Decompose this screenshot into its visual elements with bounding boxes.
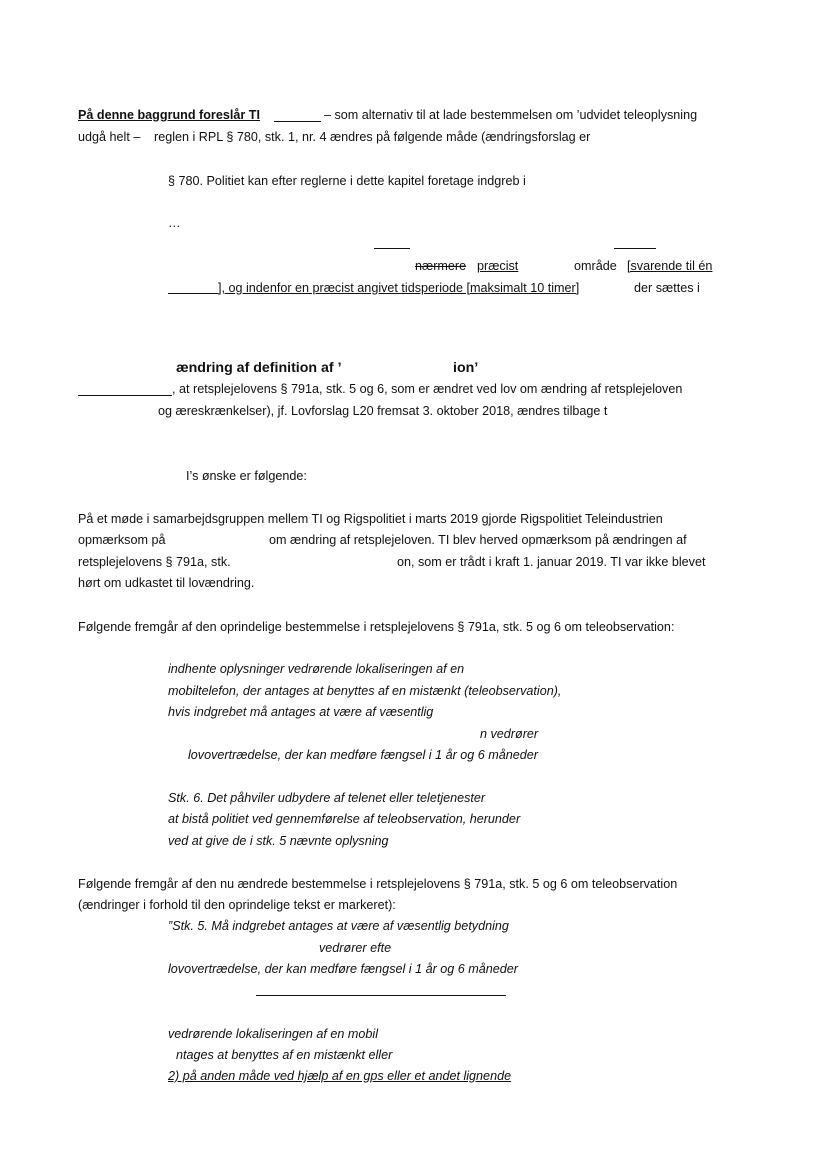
quote1-line-2: mobiltelefon, der antages at benyttes af en mistænkt (teleobservation), bbox=[168, 684, 562, 698]
para4: Følgende fremgår af den oprindelige bestemmelse i retsplejelovens § 791a, stk. 5 og 6 om teleobservation: bbox=[78, 620, 675, 634]
proposal-line-1-rest: – som alternativ til at lade bestemmelsen om ’udvidet teleoplysning bbox=[324, 108, 698, 122]
para2-line-2: og æreskrænkelser), jf. Lovforslag L20 fremsat 3. oktober 2018, ændres tilbage t bbox=[158, 404, 608, 418]
quote3-line-3: lovovertrædelse, der kan medføre fængsel i 1 år og 6 måneder bbox=[168, 962, 518, 976]
quote3-line-2: vedrører efte bbox=[319, 941, 392, 955]
quote2-line-3: ved at give de i stk. 5 nævnte oplysning bbox=[168, 834, 389, 848]
amend-bracket: [svarende til én bbox=[627, 259, 713, 273]
para3-line-2b: om ændring af retsplejeloven. TI blev herved opmærksom på ændringen af bbox=[269, 533, 687, 547]
proposal-line-2a: udgå helt – bbox=[78, 130, 141, 144]
proposal-lead: På denne baggrund foreslår TI bbox=[78, 108, 260, 122]
quote1-line-4: n vedrører bbox=[480, 727, 539, 741]
quote1-line-1: indhente oplysninger vedrørende lokaliseringen af en bbox=[168, 662, 465, 676]
amend-area: område bbox=[574, 259, 617, 273]
quote2-line-1: Stk. 6. Det påhviler udbydere af telenet eller teletjenester bbox=[168, 791, 486, 805]
amend-strike: nærmere bbox=[415, 259, 467, 273]
para3-line-3a: retsplejelovens § 791a, stk. bbox=[78, 555, 231, 569]
quote4-line-3: 2) på anden måde ved hjælp af en gps eller et andet lignende bbox=[168, 1069, 512, 1083]
blank-rule bbox=[168, 293, 218, 294]
quote1-line-5: lovovertrædelse, der kan medføre fængsel i 1 år og 6 måneder bbox=[188, 748, 538, 762]
quote4-line-2: ntages at benyttes af en mistænkt eller bbox=[176, 1048, 393, 1062]
para3-line-1: På et møde i samarbejdsgruppen mellem TI og Rigspolitiet i marts 2019 gjorde Rigspolitiet Teleindustrien bbox=[78, 512, 663, 526]
para5-line-1: Følgende fremgår af den nu ændrede bestemmelse i retsplejelovens § 791a, stk. 5 og 6 om teleobservation bbox=[78, 877, 678, 891]
para3-line-3b: on, som er trådt i kraft 1. januar 2019. TI var ikke blevet bbox=[397, 555, 706, 569]
para2-line-1: , at retsplejelovens § 791a, stk. 5 og 6, som er ændret ved lov om ændring af retsplejeloven bbox=[172, 382, 683, 396]
blank-rule bbox=[274, 121, 321, 122]
para3-line-4: hørt om udkastet til lovændring. bbox=[78, 576, 255, 590]
separator-rule bbox=[256, 995, 506, 996]
quote3-line-1: ”Stk. 5. Må indgrebet antages at være af væsentlig betydning bbox=[168, 919, 509, 933]
proposal-line-2b: reglen i RPL § 780, stk. 1, nr. 4 ændres på følgende måde (ændringsforslag er bbox=[154, 130, 591, 144]
amend-line-2-rest: der sættes i bbox=[634, 281, 700, 295]
quote1-line-3: hvis indgrebet må antages at være af væsentlig bbox=[168, 705, 434, 719]
quote2-line-2: at bistå politiet ved gennemførelse af teleobservation, herunder bbox=[168, 812, 521, 826]
para5-line-2: (ændringer i forhold til den oprindelige tekst er markeret): bbox=[78, 898, 396, 912]
amend-insert: præcist bbox=[477, 259, 519, 273]
section-780: § 780. Politiet kan efter reglerne i dette kapitel foretage indgreb i bbox=[168, 174, 526, 188]
amend-line-2: ], og indenfor en præcist angivet tidsperiode [maksimalt 10 timer] bbox=[218, 281, 580, 295]
ellipsis: … bbox=[168, 216, 181, 230]
blank-rule bbox=[614, 248, 656, 249]
para3-line-2a: opmærksom på bbox=[78, 533, 166, 547]
heading-part-1: ændring af definition af ’ bbox=[176, 360, 342, 376]
quote4-line-1: vedrørende lokaliseringen af en mobil bbox=[168, 1027, 379, 1041]
heading-part-2: ion’ bbox=[453, 360, 479, 376]
blank-rule bbox=[374, 248, 410, 249]
blank-rule bbox=[78, 395, 172, 396]
proposal-line-1 bbox=[78, 107, 260, 123]
wish-line: I’s ønske er følgende: bbox=[186, 469, 307, 483]
